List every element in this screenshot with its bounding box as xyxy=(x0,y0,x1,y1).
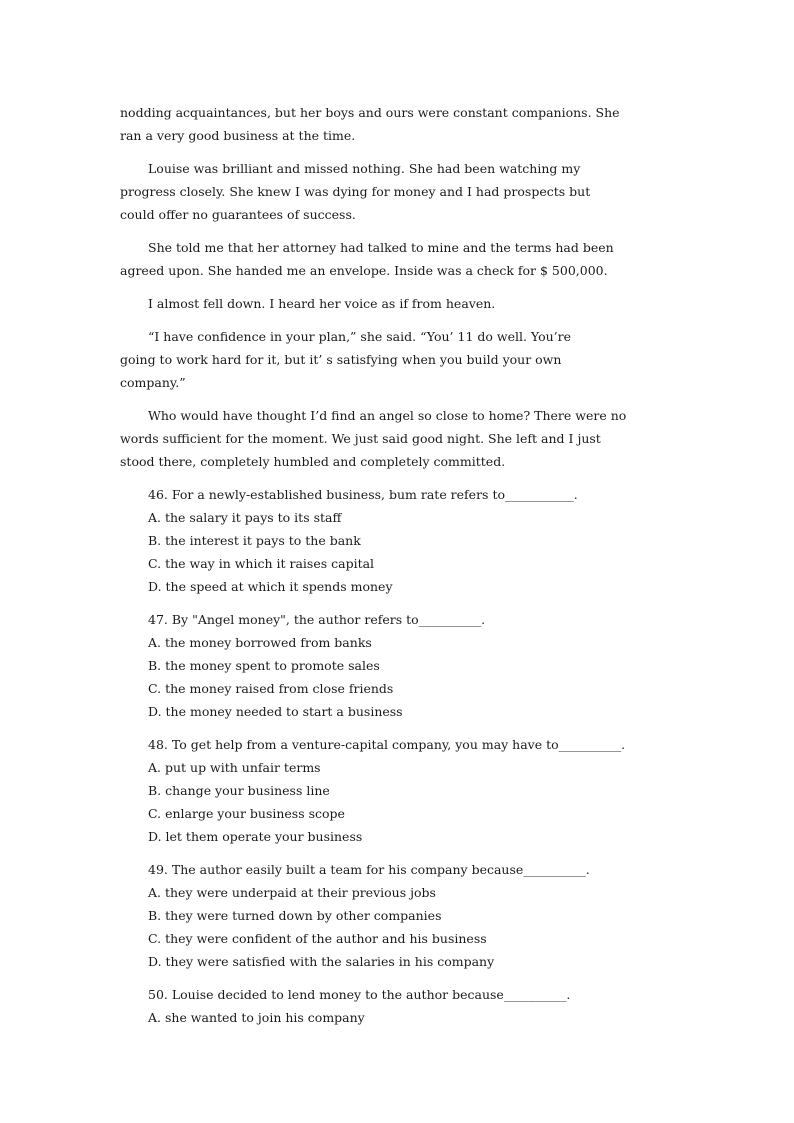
text-line: nodding acquaintances, but her boys and ours were constant companions. She xyxy=(120,105,620,120)
question-stem: 50. Louise decided to lend money to the author because__________. xyxy=(148,987,571,1002)
passage-paragraph-5 xyxy=(120,325,665,394)
answer-option-b: B. the money spent to promote sales xyxy=(148,658,380,673)
question-stem: 46. For a newly-established business, bum rate refers to___________. xyxy=(148,487,578,502)
text-line: I almost fell down. I heard her voice as if from heaven. xyxy=(148,296,496,311)
answer-option-a: A. put up with unfair terms xyxy=(148,760,321,775)
answer-option-a: A. the salary it pays to its staff xyxy=(148,510,342,525)
passage-paragraph-1 xyxy=(120,101,665,147)
question-49 xyxy=(148,858,668,973)
text-line: ran a very good business at the time. xyxy=(120,128,356,143)
text-line: She told me that her attorney had talked to mine and the terms had been xyxy=(148,240,614,255)
answer-option-d: D. the money needed to start a business xyxy=(148,704,403,719)
answer-option-a: A. they were underpaid at their previous jobs xyxy=(148,885,436,900)
answer-option-c: C. enlarge your business scope xyxy=(148,806,345,821)
answer-option-b: B. the interest it pays to the bank xyxy=(148,533,361,548)
answer-option-a: A. she wanted to join his company xyxy=(148,1010,365,1025)
question-stem: 48. To get help from a venture-capital company, you may have to__________. xyxy=(148,737,626,752)
passage-paragraph-2 xyxy=(120,157,665,226)
answer-option-a: A. the money borrowed from banks xyxy=(148,635,372,650)
question-48 xyxy=(148,733,668,848)
text-line: going to work hard for it, but it’ s satisfying when you build your own xyxy=(120,352,562,367)
answer-option-d: D. the speed at which it spends money xyxy=(148,579,393,594)
text-line: agreed upon. She handed me an envelope. Inside was a check for $ 500,000. xyxy=(120,263,608,278)
text-line: stood there, completely humbled and completely committed. xyxy=(120,454,506,469)
text-line: could offer no guarantees of success. xyxy=(120,207,356,222)
question-46 xyxy=(148,483,668,598)
answer-option-c: C. the way in which it raises capital xyxy=(148,556,375,571)
question-stem: 49. The author easily built a team for his company because__________. xyxy=(148,862,590,877)
answer-option-b: B. they were turned down by other companies xyxy=(148,908,442,923)
text-line: words sufficient for the moment. We just said good night. She left and I just xyxy=(120,431,601,446)
question-stem: 47. By "Angel money", the author refers to__________. xyxy=(148,612,486,627)
text-line: progress closely. She knew I was dying for money and I had prospects but xyxy=(120,184,591,199)
text-line: Who would have thought I’d find an angel so close to home? There were no xyxy=(148,408,627,423)
text-line: “I have confidence in your plan,” she said. “You’ 11 do well. You’re xyxy=(148,329,572,344)
passage-paragraph-6 xyxy=(120,404,665,473)
answer-option-b: B. change your business line xyxy=(148,783,330,798)
text-line: company.” xyxy=(120,375,186,390)
passage-paragraph-4 xyxy=(120,292,665,315)
question-47 xyxy=(148,608,668,723)
answer-option-d: D. they were satisfied with the salaries in his company xyxy=(148,954,495,969)
answer-option-d: D. let them operate your business xyxy=(148,829,363,844)
text-line: Louise was brilliant and missed nothing. She had been watching my xyxy=(148,161,581,176)
passage-paragraph-3 xyxy=(120,236,665,282)
question-50 xyxy=(148,983,668,1029)
answer-option-c: C. they were confident of the author and his business xyxy=(148,931,487,946)
answer-option-c: C. the money raised from close friends xyxy=(148,681,394,696)
